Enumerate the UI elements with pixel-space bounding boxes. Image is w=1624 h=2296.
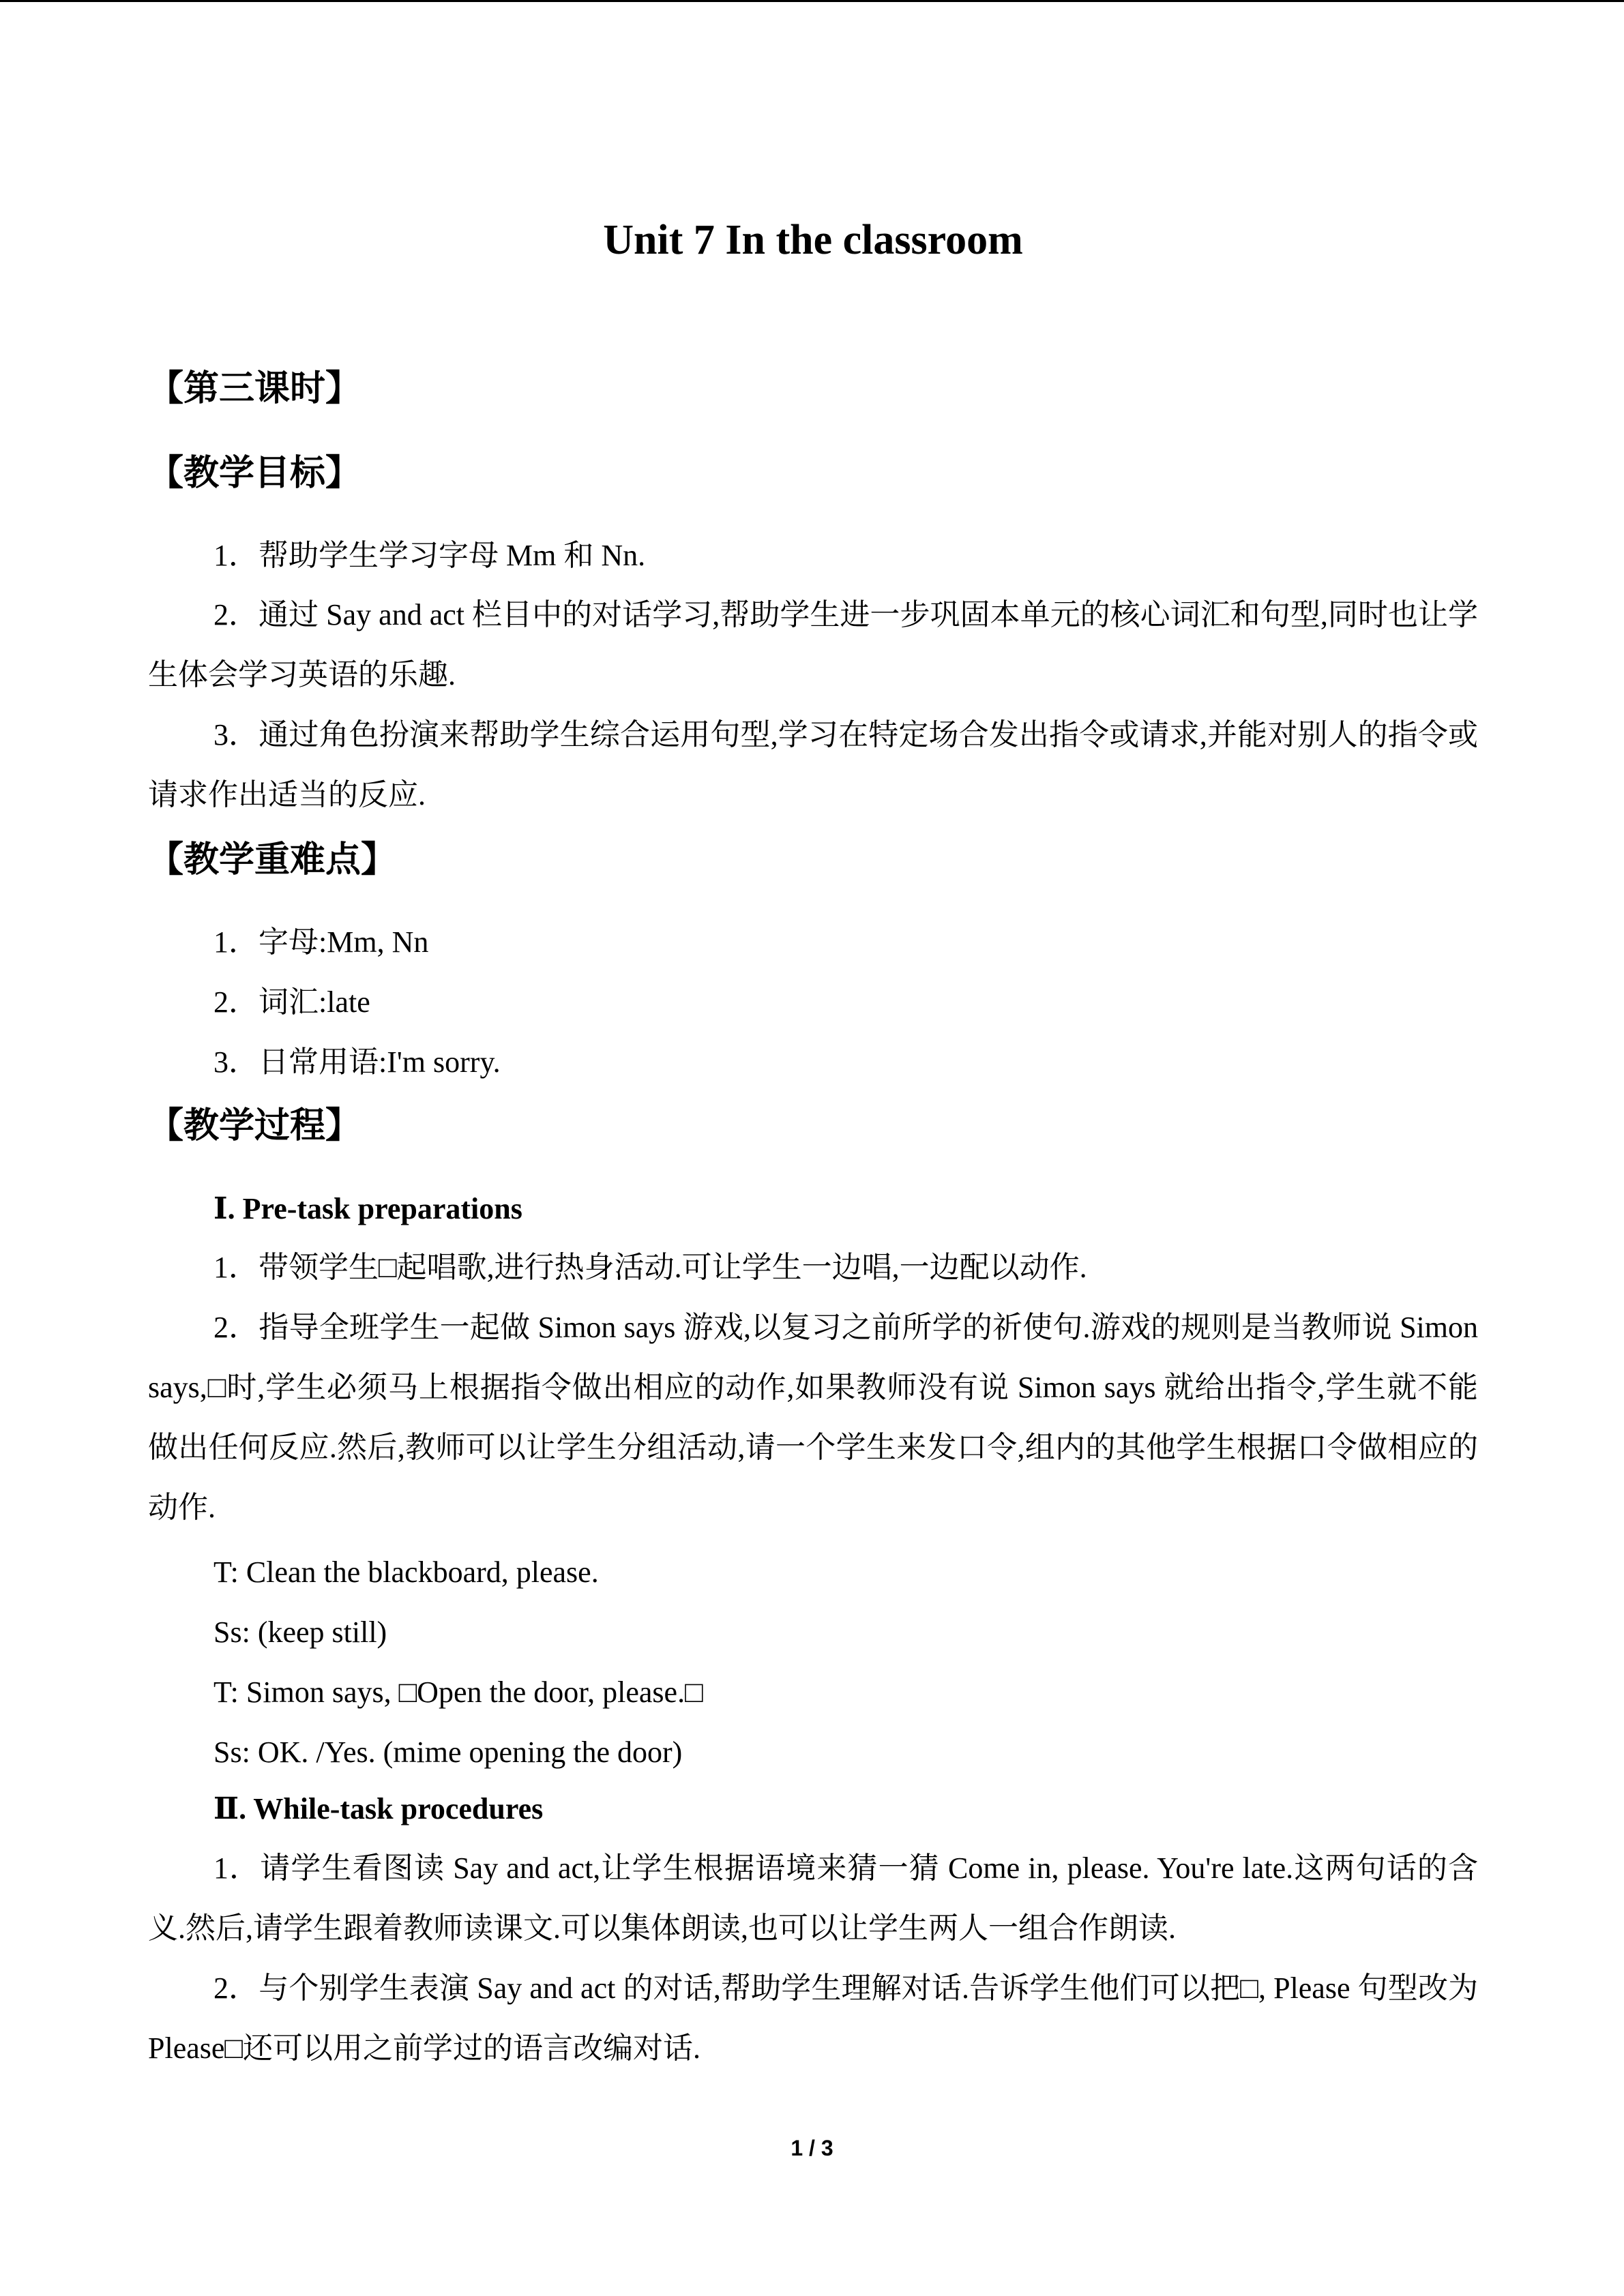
key-point-item: 3．日常用语:I'm sorry.	[213, 1045, 501, 1079]
subheading-while-task: Ⅱ. While-task procedures	[213, 1792, 544, 1825]
objective-item: 2．通过 Say and act 栏目中的对话学习,帮助学生进一步巩固本单元的核心词汇和句型,同时也让学生体会学习英语的乐趣.	[148, 598, 1478, 691]
objective-item: 3．通过角色扮演来帮助学生综合运用句型,学习在特定场合发出指令或请求,并能对别人的指令或请求作出适当的反应.	[148, 718, 1478, 811]
key-point-item: 2．词汇:late	[213, 985, 370, 1019]
document-title: Unit 7 In the classroom	[603, 217, 1023, 263]
while-task-item: 1．请学生看图读 Say and act,让学生根据语境来猜一猜 Come in, please. You're late.这两句话的含义.然后,请学生跟着教师读课文.可以集体朗读,也可以让学生两人一组合作朗读.	[148, 1851, 1478, 1945]
dialogue-line: T: Clean the blackboard, please.	[213, 1555, 599, 1589]
heading-lesson: 【第三课时】	[148, 368, 361, 409]
subheading-pre-task: Ⅰ. Pre-task preparations	[213, 1192, 522, 1225]
while-task-item: 2．与个别学生表演 Say and act 的对话,帮助学生理解对话.告诉学生他们可以把□, Please 句型改为 Please□还可以用之前学过的语言改编对话.	[148, 1971, 1478, 2065]
heading-process: 【教学过程】	[148, 1105, 361, 1146]
page-number: 1 / 3	[791, 2136, 833, 2160]
key-point-item: 1．字母:Mm, Nn	[213, 925, 429, 959]
objective-item: 1．帮助学生学习字母 Mm 和 Nn.	[213, 539, 646, 572]
pre-task-item: 1．带领学生□起唱歌,进行热身活动.可让学生一边唱,一边配以动作.	[213, 1251, 1087, 1284]
dialogue-line: Ss: (keep still)	[213, 1615, 387, 1649]
heading-objectives: 【教学目标】	[148, 453, 361, 494]
pre-task-item: 2．指导全班学生一起做 Simon says 游戏,以复习之前所学的祈使句.游戏的规则是当教师说 Simon says,□时,学生必须马上根据指令做出相应的动作,如果教师没有说 Simon says 就给出指令,学生就不能做出任何反应.然后,教师可以让学生分组活动,请一个学生来发口令,组内的其他学生根据口令做相应的动作.	[148, 1311, 1478, 1524]
top-border-line	[0, 0, 1624, 2]
dialogue-line: Ss: OK. /Yes. (mime opening the door)	[213, 1735, 683, 1769]
dialogue-line: T: Simon says, □Open the door, please.□	[213, 1675, 703, 1709]
heading-key-points: 【教学重难点】	[148, 839, 397, 880]
